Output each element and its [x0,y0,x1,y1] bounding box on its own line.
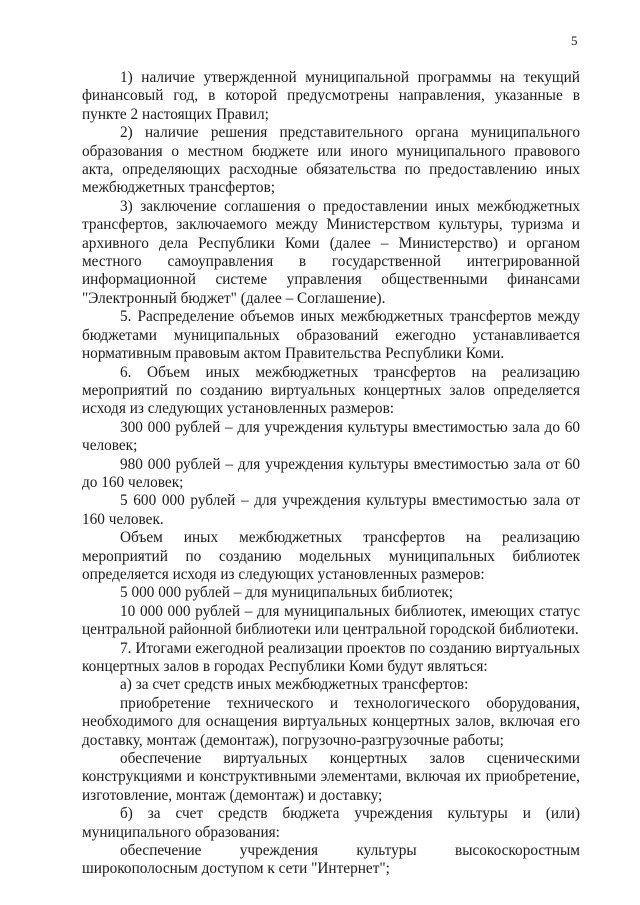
paragraph-section-7: 7. Итогами ежегодной реализации проектов по созданию виртуальных концертных залов в городах Республики Коми будут являться: [82,639,580,675]
document-body [82,69,580,879]
paragraph-item-a: а) за счет средств иных межбюджетных трансфертов: [120,676,469,694]
paragraph-libraries-intro: Объем иных межбюджетных трансфертов на реализацию мероприятий по созданию модельных муниципальных библиотек определяется исходя из следующих установленных размеров: [82,529,580,583]
paragraph-amount-980000: 980 000 рублей – для учреждения культуры вместимостью зала от 60 до 160 человек; [82,455,580,491]
paragraph-section-5: 5. Распределение объемов иных межбюджетных трансфертов между бюджетами муниципальных образований ежегодно устанавливается нормативным правовым актом Правительства Республики Коми. [82,308,580,363]
paragraph-condition-2: 2) наличие решения представительного органа муниципального образования о местном бюджете или иного муниципального правового акта, определяющих расходные обязательства по предоставлению иных межбюджетных трансфертов; [82,124,580,197]
paragraph-equipment: приобретение технического и технологического оборудования, необходимого для оснащения виртуальных концертных залов, включая его доставку, монтаж (демонтаж), погрузочно-разгрузочные работы; [82,694,580,749]
paragraph-condition-1: 1) наличие утвержденной муниципальной программы на текущий финансовый год, в которой предусмотрены направления, указанные в пункте 2 настоящих Правил; [82,69,580,123]
paragraph-amount-5000000: 5 000 000 рублей – для муниципальных библиотек; [120,584,454,602]
paragraph-amount-300000: 300 000 рублей – для учреждения культуры вместимостью зала до 60 человек; [82,418,580,455]
paragraph-internet-access: обеспечение учреждения культуры высокоскоростным широкополосным доступом к сети "Интернет"; [82,842,580,878]
paragraph-item-b: б) за счет средств бюджета учреждения культуры и (или) муниципального образования: [82,805,580,841]
paragraph-stage-structures: обеспечение виртуальных концертных залов сценическими конструкциями и конструктивными элементами, включая их приобретение, изготовление, монтаж (демонтаж) и доставку; [82,750,580,804]
paragraph-condition-3: 3) заключение соглашения о предоставлении иных межбюджетных трансфертов, заключаемого между Министерством культуры, туризма и архивного дела Республики Коми (далее – Министерство) и органом местного самоуправления в государственной интегрированной информационной системе управления общественными финансами "Электронный бюджет" (далее – Соглашение). [82,197,580,307]
paragraph-section-6: 6. Объем иных межбюджетных трансфертов на реализацию мероприятий по созданию виртуальных концертных залов определяется исходя из следующих установленных размеров: [82,363,580,418]
page-number: 5 [571,33,578,48]
paragraph-amount-10000000: 10 000 000 рублей – для муниципальных библиотек, имеющих статус центральной районной библиотеки или центральной городской библиотеки. [82,602,580,639]
paragraph-amount-5600000: 5 600 000 рублей – для учреждения культуры вместимостью зала от 160 человек. [82,492,580,528]
